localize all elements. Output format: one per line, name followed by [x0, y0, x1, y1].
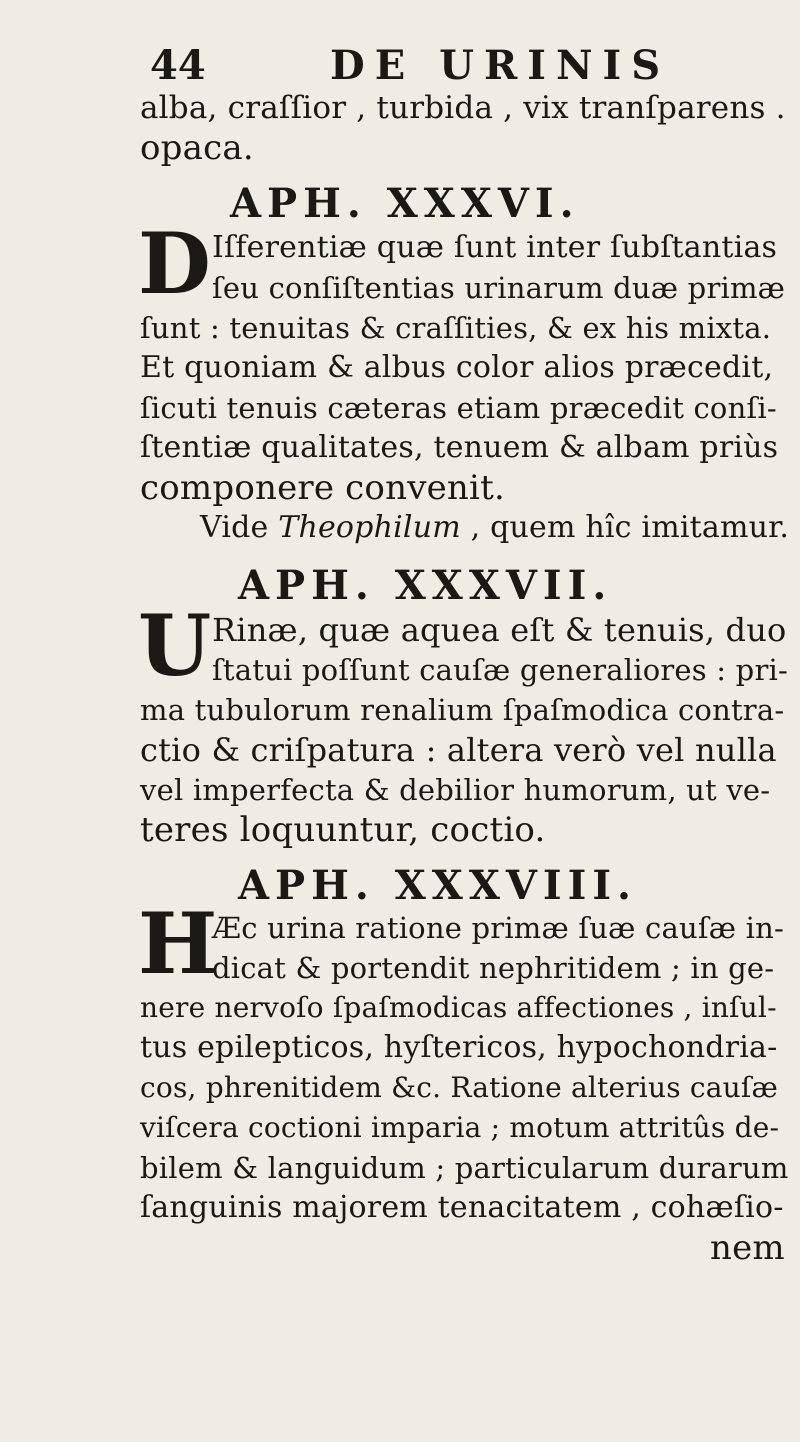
- aph-37-line: ſtatui poſſunt cauſæ generaliores : pri-: [212, 653, 788, 687]
- vide-author: Theophilum: [278, 510, 461, 545]
- aph-37-line: ma tubulorum renalium ſpaſmodica contra-: [140, 693, 785, 727]
- aph-37-line: teres loquuntur, coctio.: [140, 810, 546, 850]
- aph-36-line: Iſferentiæ quæ ſunt inter ſubſtantias: [212, 230, 778, 265]
- aph-38-dropcap: H: [138, 894, 218, 993]
- opening-line-2: opaca.: [140, 128, 254, 168]
- aph-38-heading: APH. XXXVIII.: [238, 862, 637, 909]
- vide-text: Vide: [200, 510, 279, 545]
- aph-37-heading: APH. XXXVII.: [238, 562, 613, 609]
- aph-36-line: ſtentiæ qualitates, tenuem & albam priùs: [140, 430, 779, 465]
- aph-38-line: Æc urina ratione primæ ſuæ cauſæ in-: [212, 911, 785, 945]
- aph-36-line: ſunt : tenuitas & craſſities, & ex his mixta.: [140, 311, 772, 345]
- aph-38-line: dicat & portendit nephritidem ; in ge-: [212, 951, 775, 985]
- aph-37-dropcap: U: [138, 596, 212, 695]
- aph-38-line: nere nervoſo ſpaſmodicas affectiones , inſul-: [140, 991, 777, 1024]
- aph-38-line: tus epilepticos, hyſtericos, hypochondria-: [140, 1030, 778, 1065]
- opening-line-1: alba, craſſior , turbida , vix tranſparens .: [140, 90, 786, 126]
- aph-38-line: cos, phrenitidem &c. Ratione alterius cauſæ: [140, 1071, 778, 1104]
- aph-38-line: ſanguinis majorem tenacitatem , cohæſio-: [140, 1190, 784, 1225]
- running-title: DE URINIS: [330, 42, 671, 89]
- aph-37-line: Rinæ, quæ aquea eſt & tenuis, duo: [212, 611, 787, 649]
- aph-36-line: componere convenit.: [140, 468, 505, 508]
- aph-37-line: vel imperfecta & debilior humorum, ut ve-: [140, 773, 771, 807]
- vide-text-end: , quem hîc imitamur.: [460, 510, 790, 545]
- aph-36-heading: APH. XXXVI.: [230, 180, 580, 227]
- aph-37-line: ctio & criſpatura : altera verò vel nulla: [140, 731, 777, 769]
- aph-36-vide-line: [200, 508, 789, 548]
- aph-36-line: Et quoniam & albus color alios præcedit,: [140, 350, 774, 385]
- catchword: nem: [710, 1228, 785, 1268]
- page-number: 44: [150, 42, 206, 89]
- aph-36-line: ſeu conſiſtentias urinarum duæ primæ: [212, 271, 786, 305]
- aph-36-line: ſicuti tenuis cæteras etiam præcedit conſi-: [140, 391, 777, 425]
- aph-36-dropcap: D: [138, 214, 211, 313]
- aph-38-line: viſcera coctioni imparia ; motum attritûs de-: [140, 1111, 780, 1144]
- aph-38-line: bilem & languidum ; particularum durarum: [140, 1151, 789, 1185]
